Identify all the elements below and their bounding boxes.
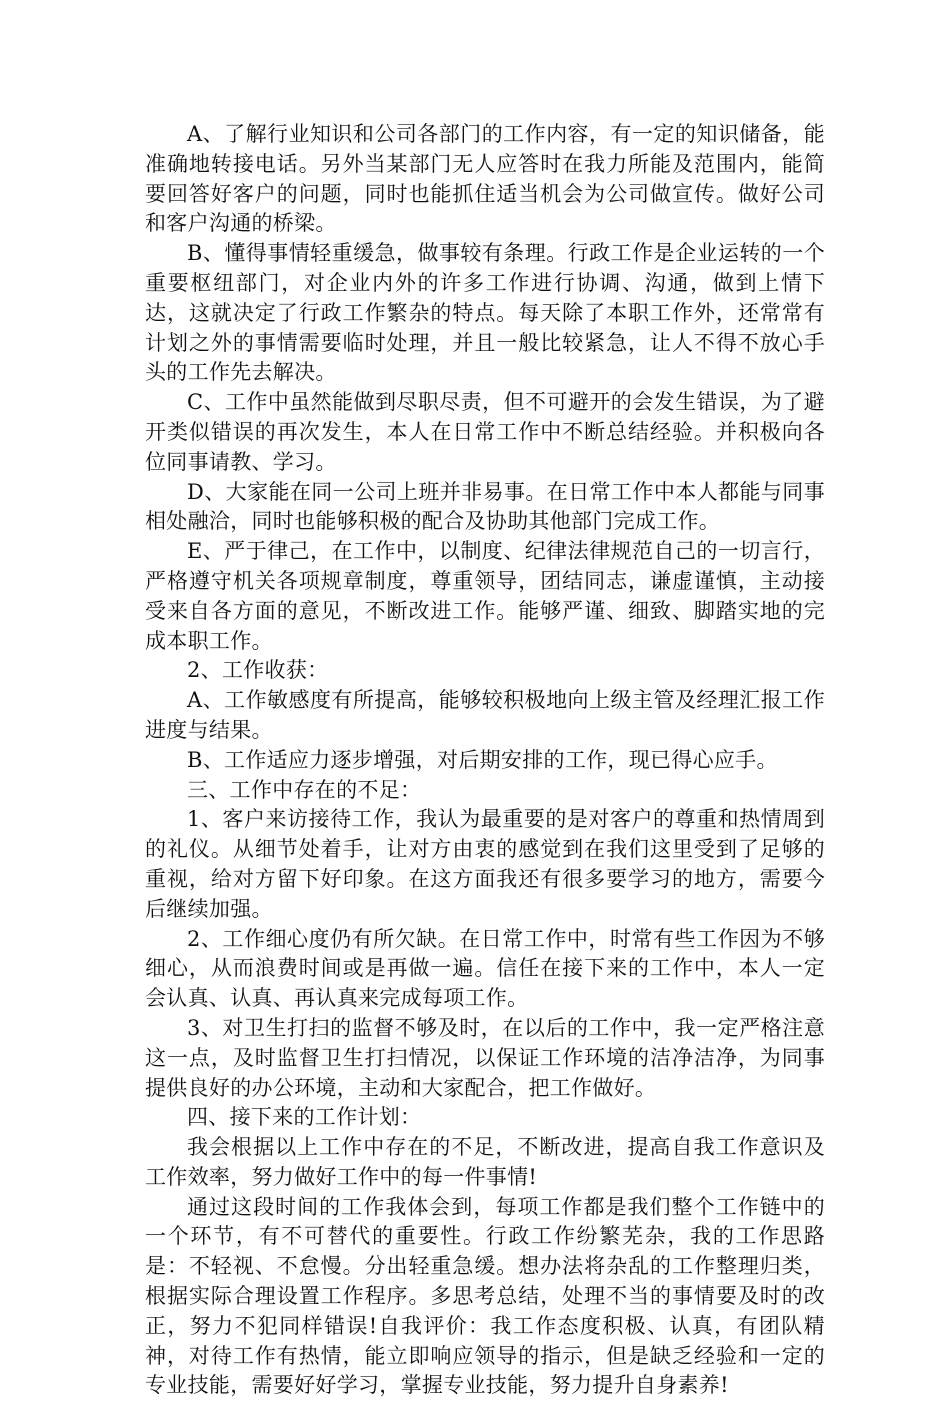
paragraph-e-discipline: E、严于律己，在工作中，以制度、纪律法律规范自己的一切言行，严格遵守机关各项规章制度，尊重领导，团结同志，谦虚谨慎，主动接受来自各方面的意见，不断改进工作。能够严谨、细致、脚踏实地的完成本职工作。 [145, 539, 825, 653]
section-heading-gains: 2、工作收获： [187, 658, 329, 683]
paragraph-b-priorities: B、懂得事情轻重缓急，做事较有条理。行政工作是企业运转的一个重要枢纽部门，对企业内外的许多工作进行协调、沟通，做到上情下达，这就决定了行政工作繁杂的特点。每天除了本职工作外，还常常有计划之外的事情需要临时处理，并且一般比较紧急，让人不得不放心手头的工作先去解决。 [145, 241, 825, 385]
paragraph-c-errors: C、工作中虽然能做到尽职尽责，但不可避开的会发生错误，为了避开类似错误的再次发生，本人在日常工作中不断总结经验。并积极向各位同事请教、学习。 [145, 390, 825, 474]
paragraph-d-teamwork: D、大家能在同一公司上班并非易事。在日常工作中本人都能与同事相处融洽，同时也能够积极的配合及协助其他部门完成工作。 [145, 479, 825, 534]
paragraph-a-knowledge: A、了解行业知识和公司各部门的工作内容，有一定的知识储备，能准确地转接电话。另外当某部门无人应答时在我力所能及范围内，能简要回答好客户的问题，同时也能抓住适当机会为公司做宣传。做好公司和客户沟通的桥梁。 [145, 122, 825, 236]
document-page [145, 120, 825, 1401]
section-heading-plan: 四、接下来的工作计划： [187, 1105, 422, 1130]
paragraph-gain-a: A、工作敏感度有所提高，能够较积极地向上级主管及经理汇报工作进度与结果。 [145, 688, 825, 742]
paragraph-shortcoming-3: 3、对卫生打扫的监督不够及时，在以后的工作中，我一定严格注意这一点，及时监督卫生打扫情况，以保证工作环境的洁净洁净，为同事提供良好的办公环境，主动和大家配合，把工作做好。 [145, 1015, 825, 1100]
section-heading-shortcomings: 三、工作中存在的不足： [187, 777, 422, 802]
paragraph-shortcoming-1: 1、客户来访接待工作，我认为最重要的是对客户的尊重和热情周到的礼仪。从细节处着手，让对方由衷的感觉到在我们这里受到了足够的重视，给对方留下好印象。在这方面我还有很多要学习的地方，需要今后继续加强。 [145, 807, 825, 921]
paragraph-conclusion: 通过这段时间的工作我体会到，每项工作都是我们整个工作链中的一个环节，有不可替代的重要性。行政工作纷繁芜杂，我的工作思路是：不轻视、不怠慢。分出轻重急缓。想办法将杂乱的工作整理归类，根据实际合理设置工作程序。多思考总结，处理不当的事情要及时的改正，努力不犯同样错误!自我评价：我工作态度积极、认真，有团队精神，对待工作有热情，能立即响应领导的指示，但是缺乏经验和一定的专业技能，需要好好学习，掌握专业技能，努力提升自身素养! [145, 1194, 825, 1398]
paragraph-shortcoming-2: 2、工作细心度仍有所欠缺。在日常工作中，时常有些工作因为不够细心，从而浪费时间或是再做一遍。信任在接下来的工作中，本人一定会认真、认真、再认真来完成每项工作。 [145, 926, 825, 1011]
paragraph-gain-b: B、工作适应力逐步增强，对后期安排的工作，现已得心应手。 [187, 747, 778, 772]
paragraph-plan: 我会根据以上工作中存在的不足，不断改进，提高自我工作意识及工作效率，努力做好工作中的每一件事情! [145, 1135, 825, 1189]
